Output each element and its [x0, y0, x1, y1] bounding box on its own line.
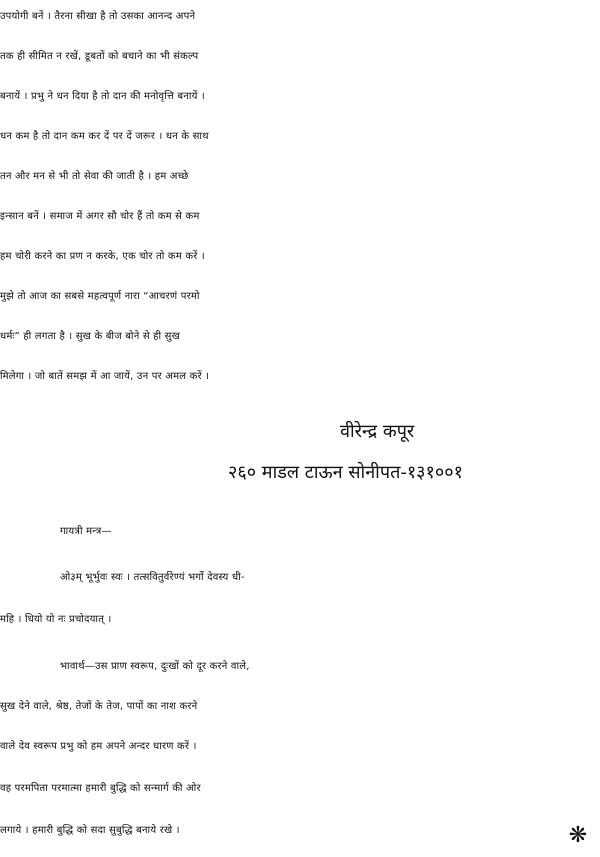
- author-address: २६० माडल टाऊन सोनीपत-१३१००१: [228, 462, 463, 483]
- meaning-line: वाले देव स्वरूप प्रभु को हम अपने अन्दर धारण करें ।: [0, 741, 197, 752]
- paragraph-line: हम चोरी करने का प्रण न करके, एक चोर तो कम करें ।: [0, 251, 205, 262]
- mantra-line: महि । धियो यो नः प्रचोदयात् ।: [0, 614, 112, 625]
- paragraph-line: धर्मः” ही लगता है । सुख के बीज बोने से ही सुख: [0, 331, 180, 342]
- meaning-line: भावार्थ—उस प्राण स्वरूप, दुःखों को दूर करने वाले,: [60, 661, 250, 672]
- paragraph-line: धन कम है तो दान कम कर दें पर दें जरूर । धन के साथ: [0, 131, 209, 142]
- paragraph-line: तक ही सीमित न रखें, डूबतों को बचाने का भी संकल्प: [0, 51, 199, 62]
- flower-ornament-icon: ❋: [568, 823, 588, 848]
- meaning-line: लगाये । हमारी बुद्धि को सदा सुबुद्धि बनाये रखे ।: [0, 825, 180, 836]
- mantra-line: ओ३म् भूर्भुवः स्वः । तत्सवितुर्वरेण्यं भर्गो देवस्य धी-: [60, 572, 245, 583]
- paragraph-line: मिलेगा । जो बातें समझ में आ जायें, उन पर अमल करें ।: [0, 371, 210, 382]
- meaning-line: वह परमपिता परमात्मा हमारी बुद्धि को सन्मार्ग की ओर: [0, 783, 201, 794]
- paragraph-line: मुझे तो आज का सबसे महत्वपूर्ण नारा “आचरणं परमो: [0, 291, 200, 302]
- author-name: वीरेन्द्र कपूर: [340, 421, 415, 442]
- meaning-line: सुख देने वाले, श्रेष्ठ, तेजों के तेज, पापों का नाश करने: [0, 701, 198, 712]
- mantra-heading: गायत्री मन्त्र—: [60, 526, 112, 537]
- paragraph-line: बनायें । प्रभु ने धन दिया है तो दान की मनोवृत्ति बनायें ।: [0, 91, 205, 102]
- paragraph-line: इन्सान बनें । समाज में अगर सौ चोर हैं तो कम से कम: [0, 211, 200, 222]
- paragraph-line: तन और मन से भी तो सेवा की जाती है । हम अच्छे: [0, 171, 189, 182]
- paragraph-line: उपयोगी बनें । तैरना सीखा है तो उसका आनन्द अपने: [0, 11, 196, 22]
